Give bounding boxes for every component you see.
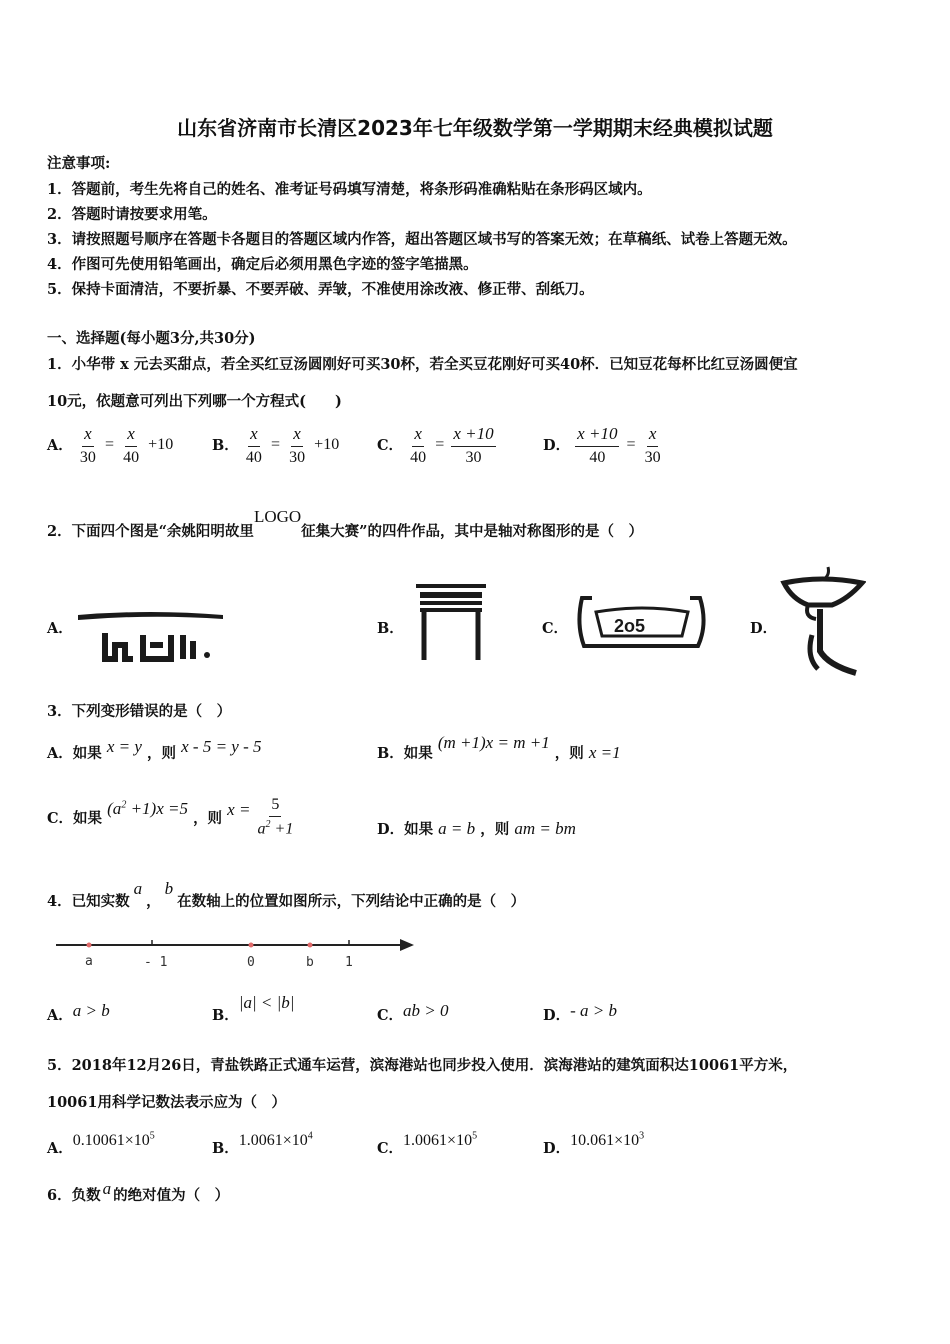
q5-stem-line1: 5．2018年12月26日，青盐铁路正式通车运营，滨海港站也同步投入使用．滨海港站的建筑面积达10061平方米，: [47, 1057, 798, 1074]
fraction: $\frac{x}{30}$: [289, 424, 306, 466]
q1-option-d: D． $\frac{x +10}{40}$ = $\frac{x}{30}$: [543, 424, 661, 466]
notice-heading: 注意事项:: [47, 155, 111, 172]
fraction: $\frac{x}{40}$: [245, 424, 262, 466]
q4-option-b: B．|a| < |b|: [212, 993, 295, 1024]
q2-label-a: A．: [47, 620, 73, 637]
q5-option-b: B．$1.0061\times 10^4$: [212, 1130, 313, 1157]
point-zero: [249, 943, 254, 948]
page-title: 山东省济南市长清区2023年七年级数学第一学期期末经典模拟试题: [177, 116, 773, 140]
q6-stem: 6．负数 a 的绝对值为（ ）: [47, 1179, 230, 1204]
q1-option-b: B． $\frac{x}{40}$ = $\frac{x}{30}$ +10: [212, 424, 340, 466]
q3-option-d: D．如果 a = b ，则 am = bm: [377, 819, 576, 838]
q1-stem-line1: 1．小华带 x 元去买甜点，若全买红豆汤圆刚好可买30杯，若全买豆花刚好可买40杯．已知豆花每杯比红豆汤圆便宜: [47, 356, 798, 373]
notice-item-3: 3．请按照题号顺序在答题卡各题目的答题区域内作答，超出答题区域书写的答案无效；在草稿纸、试卷上答题无效。: [47, 231, 797, 248]
notice-item-1: 1．答题前，考生先将自己的姓名、准考证号码填写清楚，将条形码准确粘贴在条形码区域内。: [47, 181, 652, 198]
q5-option-a: A．$0.10061\times 10^5$: [47, 1130, 155, 1157]
notice-item-4: 4．作图可先使用铅笔画出，确定后必须用黑色字迹的签字笔描黑。: [47, 256, 478, 273]
q5-stem-line2: 10061用科学记数法表示应为（ ）: [47, 1094, 286, 1111]
fraction: $\frac{5}{a^2 +1}$: [257, 796, 294, 838]
q3-option-b: B．如果 (m +1)x = m +1 ，则 x =1: [377, 733, 621, 762]
q1-stem-line2: 10元，依题意可列出下列哪一个方程式( ): [47, 393, 342, 410]
point-b: [308, 943, 313, 948]
axis-label-minus-one: - 1: [144, 955, 168, 970]
fraction: $\frac{x}{40}$: [123, 424, 140, 466]
q1-option-c: C． $\frac{x}{40}$ = $\frac{x +10}{30}$: [377, 424, 494, 466]
logo-figure-c: [572, 590, 712, 658]
q3-option-a: A．如果 x = y ，则 x - 5 = y - 5: [47, 737, 262, 762]
logo-figure-d: [778, 565, 866, 677]
axis-label-a: a: [85, 954, 93, 969]
option-label: D．: [543, 436, 571, 454]
fraction: $\frac{x +10}{40}$: [577, 424, 618, 466]
q3-option-c: C．如果 $(a^2 +1)x =5$ ，则 x = $\frac{5}{a^2 +1}$: [47, 796, 294, 838]
option-label: C．: [377, 436, 404, 454]
q2-label-c: C．: [542, 620, 569, 637]
q2-stem: 2．下面四个图是“余姚阳明故里LOGO征集大赛”的四件作品，其中是轴对称图形的是（ ）: [47, 507, 643, 540]
option-label: B．: [212, 436, 239, 454]
axis-label-b: b: [306, 955, 314, 970]
q5-option-d: D．$10.061\times 10^3$: [543, 1130, 645, 1157]
q4-option-d: D．- a > b: [543, 1001, 617, 1024]
axis-label-one: 1: [345, 955, 353, 970]
number-line: [52, 934, 422, 974]
notice-item-5: 5．保持卡面清洁，不要折暴、不要弄破、弄皱，不准使用涂改液、修正带、刮纸刀。: [47, 281, 594, 298]
svg-text:2o5: 2o5: [614, 616, 646, 636]
point-a: [87, 943, 92, 948]
fraction: $\frac{x +10}{30}$: [453, 424, 494, 466]
q3-stem: 3．下列变形错误的是（ ）: [47, 703, 232, 720]
logo-figure-a: [75, 605, 227, 667]
q5-option-c: C．$1.0061\times 10^5$: [377, 1130, 478, 1157]
logo-text: LOGO: [253, 507, 302, 526]
q4-option-a: A．a > b: [47, 1001, 110, 1024]
fraction: $\frac{x}{40}$: [410, 424, 427, 466]
option-label: A．: [47, 436, 73, 454]
q1-option-a: A． $\frac{x}{30}$ = $\frac{x}{40}$ +10: [47, 424, 174, 466]
section-heading: 一、选择题(每小题3分,共30分): [47, 330, 256, 347]
axis-label-zero: 0: [247, 955, 255, 970]
q2-label-d: D．: [750, 620, 778, 637]
fraction: $\frac{x}{30}$: [79, 424, 96, 466]
notice-item-2: 2．答题时请按要求用笔。: [47, 206, 217, 223]
q4-option-c: C．ab > 0: [377, 1001, 449, 1024]
logo-figure-b: [412, 582, 490, 664]
fraction: $\frac{x}{30}$: [644, 424, 661, 466]
q2-label-b: B．: [377, 620, 404, 637]
q4-stem: 4．已知实数a，b在数轴上的位置如图所示，下列结论中正确的是（ ）: [47, 879, 526, 910]
